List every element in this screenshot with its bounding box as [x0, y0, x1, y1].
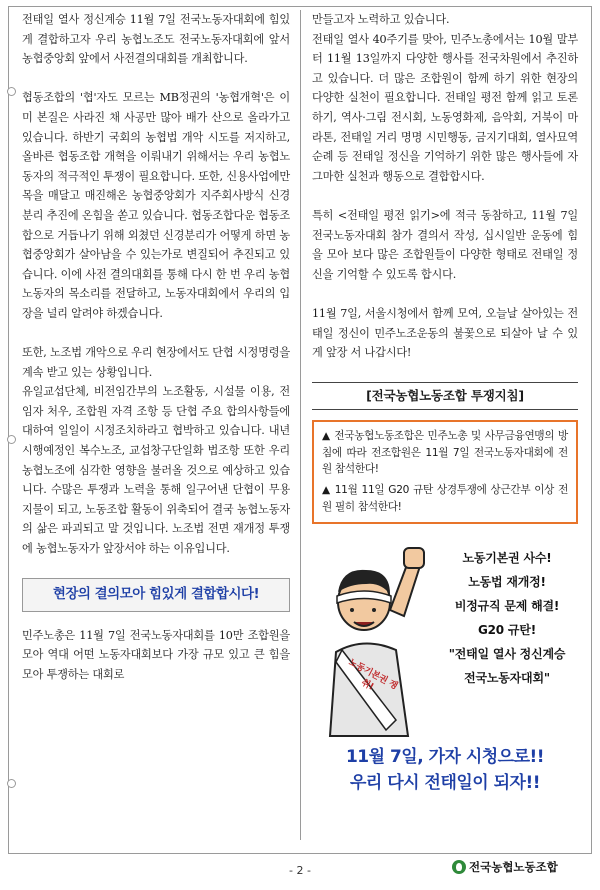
poster-illustration [312, 540, 578, 740]
paragraph: 만들고자 노력하고 있습니다. [312, 13, 450, 26]
slogan: "전태일 열사 정신계승 [448, 646, 566, 661]
worker-raised-fist-icon [312, 540, 442, 740]
paragraph: 특히 <전태일 평전 읽기>에 적극 동참하고, 11월 7일 전국노동자대회 참가 결의서 작성, 십시일반 운동에 힘을 모아 보다 많은 조합원들이 다양한 형태로 전태일 정신을 기억할 수 있도록 합시다. [312, 208, 578, 281]
closing-line: 11월 7일, 가자 시청으로!! [345, 746, 545, 767]
paragraph: 유일교섭단체, 비전임간부의 노조활동, 시설물 이용, 전임자 처우, 조합원 자격 조항 등 단협 주요 합의사항들에 대하여 일일이 시정조치하라고 협박하고 있습니다. 내년 시행예정인 복수노조, 교섭창구단일화 법조항 또한 우리 농협노조에 심각한 영향을 불러올 것으로 예상하고 있습니다. 수많은 투쟁과 노력을 통해 일구어낸 단협이 무용지물이 되고, 노동조합 활동이 위축되어 결국 농협노동자의 삶은 파괴되고 말 것입니다. 노조법 전면 재개정 투쟁에 농협노동자가 앞장서야 하는 이유입니다. [22, 385, 290, 556]
org-name: 전국농협노동조합 [469, 860, 558, 874]
guide-box [312, 420, 578, 524]
slogan: 노동법 재개정! [468, 574, 546, 589]
paragraph: 또한, 노조법 개악으로 우리 현장에서도 단협 시정명령을 계속 받고 있는 상황입니다. [22, 346, 290, 379]
slogan: 비정규직 문제 해결! [454, 598, 560, 613]
guide-item: ▲ 11월 11일 G20 규탄 상경투쟁에 상근간부 이상 전원 필히 참석한다! [322, 484, 568, 514]
closing-line: 우리 다시 전태일이 되자!! [350, 772, 540, 793]
paragraph: 11월 7일, 서울시청에서 함께 모여, 오늘날 살아있는 전태일 정신이 민주노조운동의 불꽃으로 되살아 날 수 있게 앞장 서 나갑시다! [312, 306, 578, 360]
paragraph: 전태일 열사 40주기를 맞아, 민주노총에서는 10월 말부터 11월 13일까지 다양한 행사를 전국차원에서 추진하고 있습니다. 더 많은 조합원이 함께 하기 위한 현장의 다양한 실천이 필요합니다. 전태일 평전 함께 읽고 토론하기, 역사·그림 전시회, 노동영화제, 음악회, 거북이 마라톤, 전태일 거리 명명 시민행동, 금지기대회, 열사묘역순례 등 전태일 정신을 기억하기 위한 많은 행사들에 자그마한 실천과 행동으로 결합합시다. [312, 32, 578, 183]
binder-hole [7, 435, 16, 444]
left-column [22, 10, 290, 685]
column-divider [300, 10, 301, 840]
union-logo-icon [452, 860, 466, 874]
slogan: 노동기본권 사수! [462, 550, 552, 565]
slogan: 전국노동자대회" [464, 670, 550, 685]
right-column [312, 10, 578, 796]
org-logo [452, 859, 558, 875]
paragraph: 협동조합의 '협'자도 모르는 MB정권의 '농협개혁'은 이미 본질은 사라진 채 사공만 많아 배가 산으로 올라가고 있습니다. 하반기 국회의 농협법 개악 시도를 저지하고, 올바른 협동조합 개혁을 이뤄내기 위해서는 우리 농협노동자의 적극적인 투쟁이 필요합니다. 또한, 신용사업에만 목을 매달고 매진해온 농협중앙회가 지주회사방식 신경분리 추진에 온힘을 쏟고 있습니다. 협동조합다운 협동조합으로 거듭나기 위해 외쳤던 신경분리가 어떻게 하면 농협중앙회가 살아남을 수 있는가로 변질되어 추진되고 있습니다. 이에 사전 결의대회를 통해 다시 한 번 우리 농협노동자의 목소리를 전달하고, 노동자대회에서 우리의 입장을 널리 알려야 하겠습니다. [22, 91, 290, 320]
guide-title: [전국농협노동조합 투쟁지침] [312, 382, 578, 410]
binder-hole [7, 779, 16, 788]
paragraph: 민주노총은 11월 7일 전국노동자대회를 10만 조합원을 모아 역대 어떤 노동자대회보다 가장 규모 있고 큰 힘을 모아 투쟁하는 대회로 [22, 628, 290, 681]
page-number: - 2 - [289, 864, 311, 877]
slogan: G20 규탄! [478, 622, 536, 637]
binder-hole [7, 87, 16, 96]
slogan-list [432, 546, 582, 690]
headband-text: 노동기본권 쟁취! [346, 657, 399, 693]
guide-item: ▲ 전국농협노동조합은 민주노총 및 사무금융연맹의 방침에 따라 전조합원은 11월 7일 전국노동자대회에 전원 참석한다! [322, 429, 568, 476]
paragraph: 전태일 열사 정신계승 11월 7일 전국노동자대회에 힘있게 결합하고자 우리 농협노조도 전국노동자대회에 앞서 농협중앙회 앞에서 사전결의대회를 개최합니다. [22, 13, 290, 66]
closing-slogan [312, 744, 578, 796]
section-banner: 현장의 결의모아 힘있게 결합합시다! [22, 578, 290, 612]
